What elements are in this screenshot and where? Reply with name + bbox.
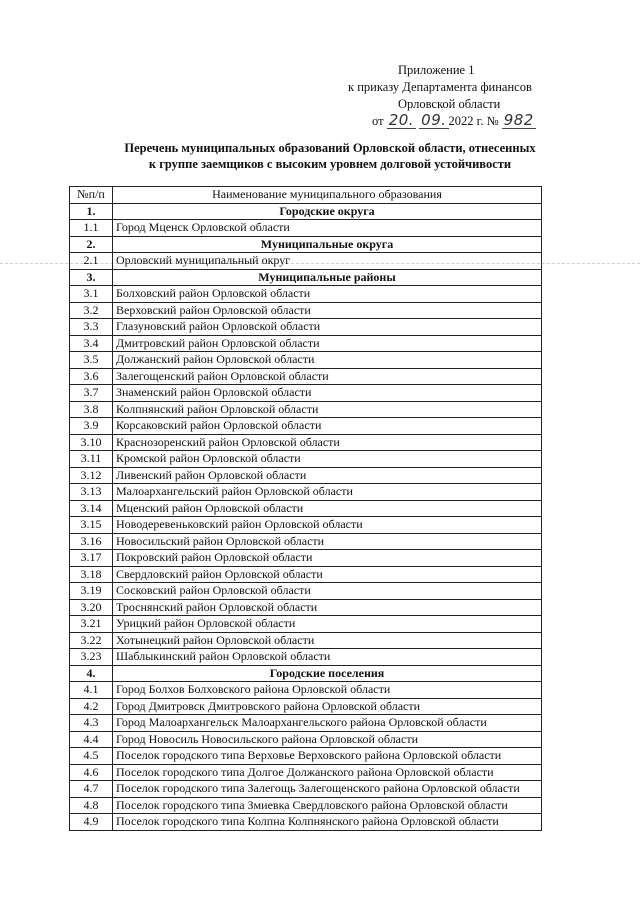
row-municipality-name: Орловский муниципальный округ [113,253,542,270]
row-municipality-name: Глазуновский район Орловской области [113,319,542,336]
row-number: 3.4 [70,335,113,352]
row-number: 3.13 [70,484,113,501]
row-number: 4.4 [70,731,113,748]
row-municipality-name: Кромской район Орловской области [113,451,542,468]
row-municipality-name: Сосковский район Орловской области [113,583,542,600]
table-row [70,467,542,484]
section-number: 3. [70,269,113,286]
table-row [70,302,542,319]
table-row [70,583,542,600]
table-row [70,682,542,699]
row-municipality-name: Поселок городского типа Колпна Колпнянского района Орловской области [113,814,542,831]
row-municipality-name: Поселок городского типа Верховье Верховского района Орловской области [113,748,542,765]
appendix-region: Орловской области [398,97,501,111]
table-header-row [70,187,542,204]
table-row [70,550,542,567]
section-number: 4. [70,665,113,682]
municipalities-table [69,186,542,831]
table-row [70,220,542,237]
row-number: 4.9 [70,814,113,831]
row-number: 3.15 [70,517,113,534]
appendix-block [340,62,560,130]
row-municipality-name: Покровский район Орловской области [113,550,542,567]
table-row [70,500,542,517]
row-municipality-name: Ливенский район Орловской области [113,467,542,484]
row-municipality-name: Краснозоренский район Орловской области [113,434,542,451]
table-row [70,451,542,468]
row-number: 4.2 [70,698,113,715]
row-number: 4.3 [70,715,113,732]
table-row [70,385,542,402]
row-number: 4.7 [70,781,113,798]
section-title: Городские поселения [113,665,542,682]
table-row [70,731,542,748]
row-number: 3.14 [70,500,113,517]
row-municipality-name: Троснянский район Орловской области [113,599,542,616]
date-year-suffix: 2022 г. № [448,114,499,128]
table-row [70,517,542,534]
row-number: 3.21 [70,616,113,633]
document-title-line1: Перечень муниципальных образований Орловской области, отнесенных [124,141,536,155]
row-number: 3.8 [70,401,113,418]
row-municipality-name: Поселок городского типа Змиевка Свердловского района Орловской области [113,797,542,814]
row-municipality-name: Поселок городского типа Долгое Должанского района Орловской области [113,764,542,781]
row-municipality-name: Город Новосиль Новосильского района Орловской области [113,731,542,748]
appendix-order-ref: к приказу Департамента финансов [348,80,532,94]
row-number: 3.10 [70,434,113,451]
row-number: 4.1 [70,682,113,699]
row-number: 3.20 [70,599,113,616]
row-number: 3.12 [70,467,113,484]
row-municipality-name: Свердловский район Орловской области [113,566,542,583]
row-number: 3.5 [70,352,113,369]
row-municipality-name: Шаблыкинский район Орловской области [113,649,542,666]
row-municipality-name: Верховский район Орловской области [113,302,542,319]
table-body [70,203,542,830]
table-row [70,797,542,814]
table-row [70,335,542,352]
date-prefix: от [372,114,384,128]
appendix-title: Приложение 1 [398,63,475,77]
row-municipality-name: Хотынецкий район Орловской области [113,632,542,649]
section-title: Муниципальные районы [113,269,542,286]
row-municipality-name: Мценский район Орловской области [113,500,542,517]
row-municipality-name: Залегощенский район Орловской области [113,368,542,385]
header-number: №п/п [70,187,113,204]
row-municipality-name: Колпнянский район Орловской области [113,401,542,418]
section-row [70,269,542,286]
section-row [70,236,542,253]
row-number: 3.1 [70,286,113,303]
section-row [70,665,542,682]
table-row [70,764,542,781]
table-row [70,698,542,715]
row-number: 3.16 [70,533,113,550]
row-number: 3.9 [70,418,113,435]
row-municipality-name: Должанский район Орловской области [113,352,542,369]
row-municipality-name: Город Болхов Болховского района Орловской области [113,682,542,699]
section-number: 2. [70,236,113,253]
handwritten-month: 09. [421,111,447,129]
row-municipality-name: Поселок городского типа Залегощь Залегощенского района Орловской области [113,781,542,798]
table-row [70,319,542,336]
table-row [70,434,542,451]
row-number: 4.6 [70,764,113,781]
row-number: 4.8 [70,797,113,814]
table-row [70,649,542,666]
row-number: 3.22 [70,632,113,649]
table-row [70,401,542,418]
table-row [70,599,542,616]
row-municipality-name: Урицкий район Орловской области [113,616,542,633]
table-row [70,253,542,270]
row-municipality-name: Город Мценск Орловской области [113,220,542,237]
row-municipality-name: Дмитровский район Орловской области [113,335,542,352]
row-number: 3.3 [70,319,113,336]
table-row [70,566,542,583]
row-number: 3.2 [70,302,113,319]
table-row [70,616,542,633]
table-row [70,418,542,435]
row-municipality-name: Болховский район Орловской области [113,286,542,303]
row-municipality-name: Город Малоархангельск Малоархангельского района Орловской области [113,715,542,732]
section-title: Городские округа [113,203,542,220]
row-number: 4.5 [70,748,113,765]
row-municipality-name: Новодеревеньковский район Орловской области [113,517,542,534]
table-row [70,484,542,501]
header-name: Наименование муниципального образования [113,187,542,204]
table-row [70,368,542,385]
table-row [70,632,542,649]
handwritten-order-number: 982 [503,111,534,129]
row-number: 3.11 [70,451,113,468]
handwritten-day: 20. [388,111,415,129]
row-number: 3.23 [70,649,113,666]
row-number: 3.17 [70,550,113,567]
row-municipality-name: Корсаковский район Орловской области [113,418,542,435]
document-title-line2: к группе заемщиков с высоким уровнем долговой устойчивости [148,157,512,171]
section-row [70,203,542,220]
row-number: 3.7 [70,385,113,402]
row-number: 1.1 [70,220,113,237]
table-row [70,533,542,550]
row-number: 3.6 [70,368,113,385]
table-row [70,352,542,369]
row-municipality-name: Знаменский район Орловской области [113,385,542,402]
section-title: Муниципальные округа [113,236,542,253]
section-number: 1. [70,203,113,220]
row-number: 3.19 [70,583,113,600]
row-municipality-name: Новосильский район Орловской области [113,533,542,550]
table-row [70,781,542,798]
row-municipality-name: Город Дмитровск Дмитровского района Орловской области [113,698,542,715]
document-title [80,140,580,172]
appendix-date-line [340,113,560,130]
row-number: 2.1 [70,253,113,270]
table-row [70,715,542,732]
table-row [70,286,542,303]
table-row [70,748,542,765]
row-municipality-name: Малоархангельский район Орловской области [113,484,542,501]
row-number: 3.18 [70,566,113,583]
table-row [70,814,542,831]
